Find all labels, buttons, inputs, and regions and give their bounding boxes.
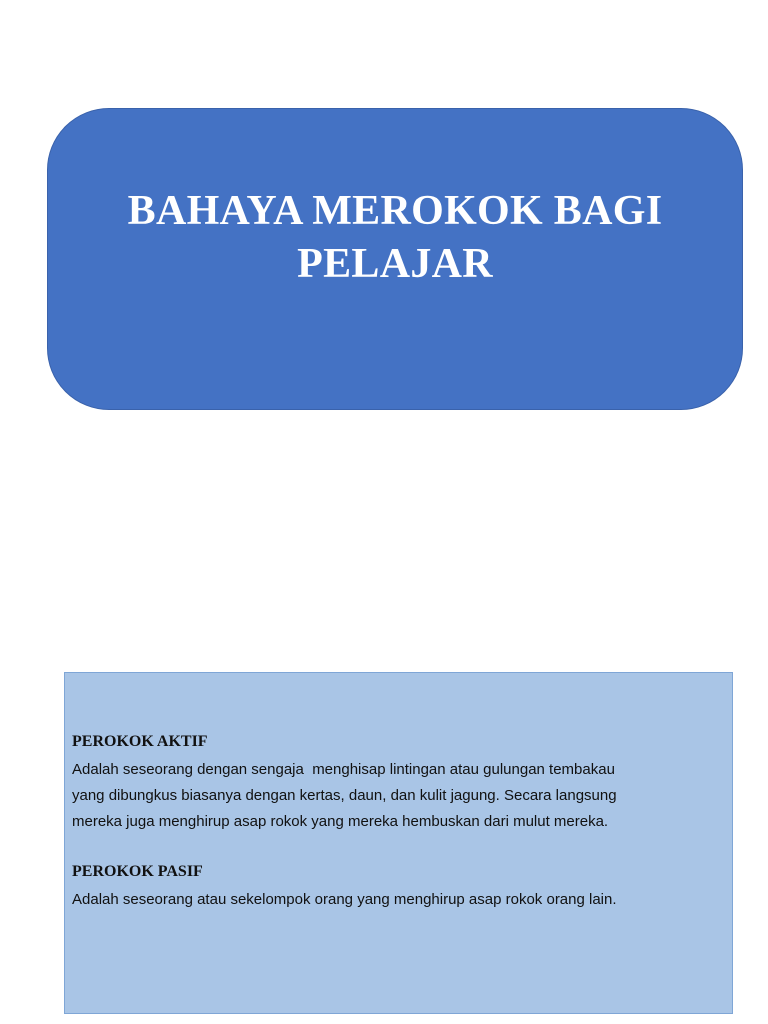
section-body-aktif [72,757,724,835]
section-perokok-pasif [72,861,724,913]
section-heading-pasif: PEROKOK PASIF [72,863,203,880]
body-line: Adalah seseorang atau sekelompok orang yang menghirup asap rokok orang lain. [72,891,617,908]
section-perokok-aktif [72,731,724,835]
title-line-2: PELAJAR [297,241,493,287]
body-line: mereka juga menghirup asap rokok yang mereka hembuskan dari mulut mereka. [72,813,609,830]
title-line-1: BAHAYA MEROKOK BAGI [127,188,663,234]
info-panel [64,672,733,1014]
section-heading-aktif: PEROKOK AKTIF [72,733,208,750]
page-title [75,185,715,291]
body-line: Adalah seseorang dengan sengaja menghisap lintingan atau gulungan tembakau [72,761,615,778]
body-line: yang dibungkus biasanya dengan kertas, daun, dan kulit jagung. Secara langsung [72,787,617,804]
title-banner [47,108,743,410]
section-body-pasif [72,887,724,913]
